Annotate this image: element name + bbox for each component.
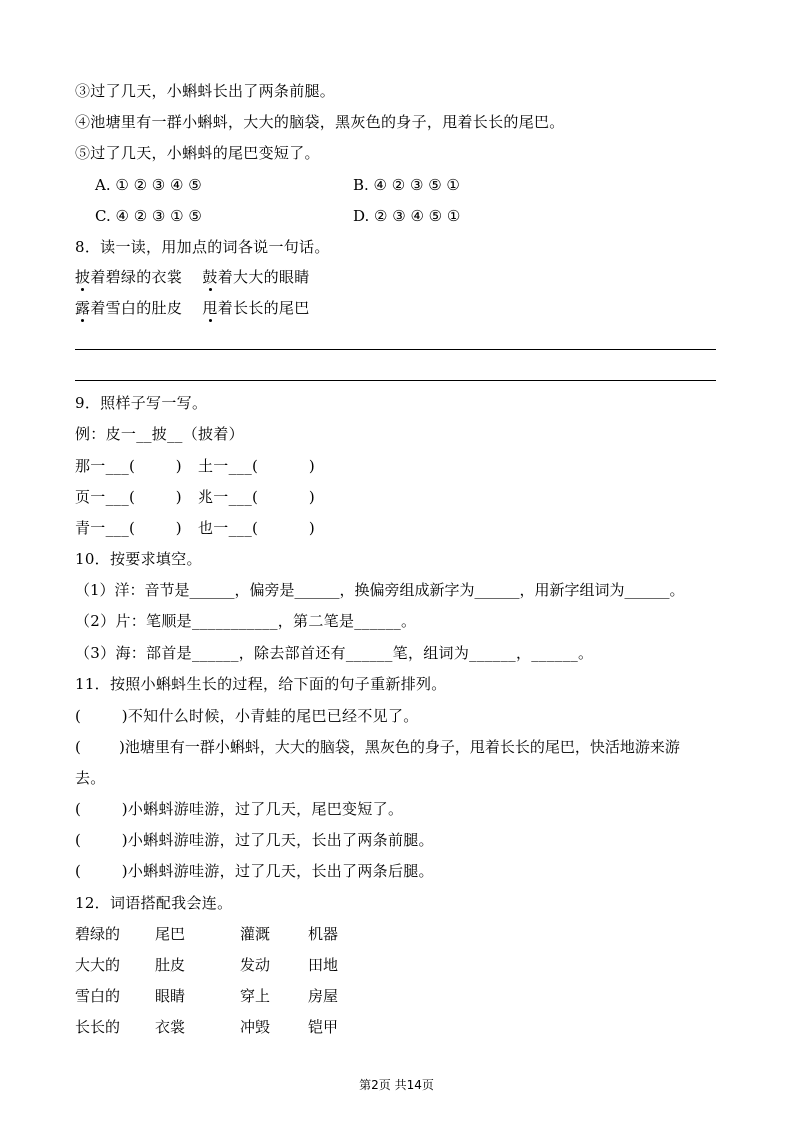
q9-title: 9．照样子写一写。: [75, 394, 208, 412]
phrase-text: 着长长的尾巴: [217, 299, 310, 317]
match-col4-item[interactable]: 铠甲: [308, 1018, 339, 1036]
match-col2-item[interactable]: 眼睛: [155, 987, 186, 1005]
phrase-text: 着大大的眼睛: [217, 268, 310, 286]
q9-row-3-right[interactable]: 也一___( ): [198, 519, 315, 537]
match-col4-item[interactable]: 房屋: [308, 987, 339, 1005]
q11-sentence-1[interactable]: ( )不知什么时候，小青蛙的尾巴已经不见了。: [75, 707, 419, 725]
q11-sentence-5[interactable]: ( )小蝌蚪游哇游，过了几天，长出了两条后腿。: [75, 862, 434, 880]
q9-row-3-left[interactable]: 青一___( ): [75, 519, 182, 537]
q9-row-2-left[interactable]: 页一___( ): [75, 488, 182, 506]
q7-item-5: ⑤过了几天，小蝌蚪的尾巴变短了。: [75, 144, 320, 162]
q11-sentence-4[interactable]: ( )小蝌蚪游哇游，过了几天，长出了两条前腿。: [75, 831, 434, 849]
match-col3-item[interactable]: 穿上: [240, 987, 271, 1005]
q7-item-3: ③过了几天，小蝌蚪长出了两条前腿。: [75, 82, 336, 100]
q7-item-4: ④池塘里有一群小蝌蚪，大大的脑袋，黑灰色的身子，甩着长长的尾巴。: [75, 113, 565, 131]
match-col3-item[interactable]: 灌溉: [240, 925, 271, 943]
match-col4-item[interactable]: 田地: [308, 956, 339, 974]
match-col3-item[interactable]: 冲毁: [240, 1018, 271, 1036]
q12-title: 12．词语搭配我会连。: [75, 894, 233, 912]
example-prefix: 例：皮一: [75, 425, 137, 443]
q10-line-3[interactable]: （3）海：部首是______，除去部首还有______笔，组词为______，______。: [75, 644, 594, 662]
match-col1-item[interactable]: 碧绿的: [75, 925, 121, 943]
q11-sentence-3[interactable]: ( )小蝌蚪游哇游，过了几天，尾巴变短了。: [75, 800, 404, 818]
q10-title: 10．按要求填空。: [75, 550, 202, 568]
dotted-char: 鼓: [202, 268, 218, 286]
answer-line-2[interactable]: [75, 380, 716, 381]
match-col3-item[interactable]: 发动: [240, 956, 271, 974]
q9-example: [75, 424, 244, 444]
page-number: 第2页 共14页: [359, 1078, 434, 1092]
q8-title: 8．读一读，用加点的词各说一句话。: [75, 238, 330, 256]
dotted-char: 露: [75, 299, 91, 317]
answer-line-1[interactable]: [75, 349, 716, 350]
match-col4-item[interactable]: 机器: [308, 925, 339, 943]
phrase-text: 着雪白的肚皮: [90, 299, 183, 317]
match-col1-item[interactable]: 雪白的: [75, 987, 121, 1005]
q7-option-d[interactable]: D. ② ③ ④ ⑤ ①: [353, 207, 461, 225]
q10-line-1[interactable]: （1）洋：音节是______，偏旁是______，换偏旁组成新字为______，用新字组词为______。: [75, 581, 685, 599]
q11-sentence-2-cont: 去。: [75, 769, 106, 787]
dotted-char: 披: [75, 268, 91, 286]
match-col1-item[interactable]: 长长的: [75, 1018, 121, 1036]
phrase-text: 着碧绿的衣裳: [90, 268, 183, 286]
match-col2-item[interactable]: 尾巴: [155, 925, 186, 943]
example-answer: __披__: [136, 425, 183, 443]
q8-phrase-row-2: [75, 298, 310, 318]
q7-option-a[interactable]: A. ① ② ③ ④ ⑤: [95, 176, 202, 194]
match-col2-item[interactable]: 肚皮: [155, 956, 186, 974]
q9-row-2-right[interactable]: 兆一___( ): [198, 488, 315, 506]
q7-option-b[interactable]: B. ④ ② ③ ⑤ ①: [353, 176, 460, 194]
match-col2-item[interactable]: 衣裳: [155, 1018, 186, 1036]
example-suffix: （披着）: [182, 425, 244, 443]
q9-row-1-right[interactable]: 土一___( ): [198, 457, 315, 475]
dotted-char: 甩: [202, 299, 218, 317]
q10-line-2[interactable]: （2）片：笔顺是___________，第二笔是______。: [75, 612, 417, 630]
q8-phrase-row-1: [75, 267, 310, 287]
q11-sentence-2[interactable]: ( )池塘里有一群小蝌蚪，大大的脑袋，黑灰色的身子，甩着长长的尾巴，快活地游来游: [75, 738, 680, 756]
match-col1-item[interactable]: 大大的: [75, 956, 121, 974]
q11-title: 11．按照小蝌蚪生长的过程，给下面的句子重新排列。: [75, 675, 447, 693]
q7-option-c[interactable]: C. ④ ② ③ ① ⑤: [95, 207, 202, 225]
q9-row-1-left[interactable]: 那一___( ): [75, 457, 182, 475]
